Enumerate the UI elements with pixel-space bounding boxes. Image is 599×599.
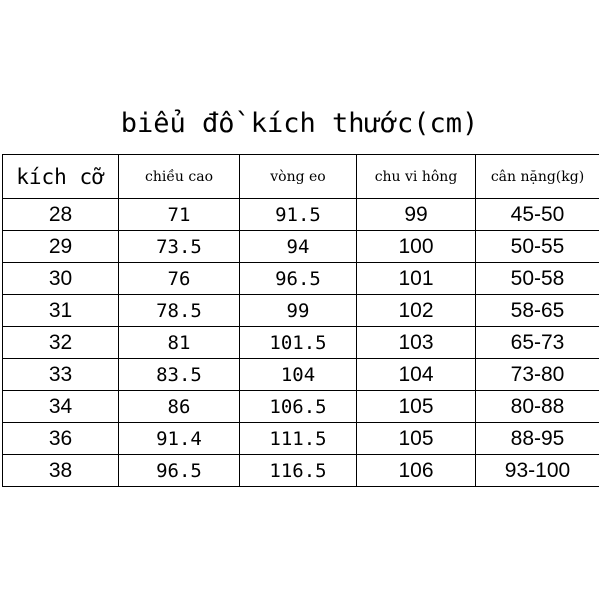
cell-hip: 101 — [357, 263, 476, 295]
cell-size: 33 — [3, 359, 119, 391]
cell-size: 31 — [3, 295, 119, 327]
cell-waist: 91.5 — [240, 199, 357, 231]
cell-size: 32 — [3, 327, 119, 359]
cell-waist: 106.5 — [240, 391, 357, 423]
cell-height: 91.4 — [119, 423, 240, 455]
cell-waist: 116.5 — [240, 455, 357, 487]
header-height: chiều cao — [119, 155, 240, 199]
table-row — [3, 263, 599, 295]
header-hip: chu vi hông — [357, 155, 476, 199]
cell-waist: 101.5 — [240, 327, 357, 359]
cell-hip: 100 — [357, 231, 476, 263]
cell-waist: 96.5 — [240, 263, 357, 295]
cell-hip: 104 — [357, 359, 476, 391]
cell-size: 34 — [3, 391, 119, 423]
cell-hip: 99 — [357, 199, 476, 231]
cell-weight: 58-65 — [476, 295, 599, 327]
table-row — [3, 295, 599, 327]
cell-size: 38 — [3, 455, 119, 487]
cell-weight: 80-88 — [476, 391, 599, 423]
header-waist: vòng eo — [240, 155, 357, 199]
cell-height: 71 — [119, 199, 240, 231]
header-weight: cân nặng(kg) — [476, 155, 599, 199]
cell-size: 29 — [3, 231, 119, 263]
header-row — [3, 155, 599, 199]
cell-waist: 111.5 — [240, 423, 357, 455]
cell-hip: 102 — [357, 295, 476, 327]
cell-waist: 104 — [240, 359, 357, 391]
cell-size: 30 — [3, 263, 119, 295]
cell-waist: 99 — [240, 295, 357, 327]
cell-hip: 103 — [357, 327, 476, 359]
cell-height: 86 — [119, 391, 240, 423]
cell-height: 73.5 — [119, 231, 240, 263]
header-size: kích cỡ — [3, 155, 119, 199]
table-row — [3, 423, 599, 455]
cell-size: 36 — [3, 423, 119, 455]
cell-weight: 45-50 — [476, 199, 599, 231]
cell-weight: 65-73 — [476, 327, 599, 359]
table-row — [3, 359, 599, 391]
cell-height: 83.5 — [119, 359, 240, 391]
cell-waist: 94 — [240, 231, 357, 263]
cell-height: 96.5 — [119, 455, 240, 487]
cell-weight: 93-100 — [476, 455, 599, 487]
cell-height: 76 — [119, 263, 240, 295]
table-row — [3, 199, 599, 231]
cell-size: 28 — [3, 199, 119, 231]
cell-hip: 105 — [357, 423, 476, 455]
chart-title: biểu đồ kích thước(cm) — [120, 108, 479, 139]
cell-hip: 106 — [357, 455, 476, 487]
table-row — [3, 231, 599, 263]
table-row — [3, 455, 599, 487]
table-row — [3, 327, 599, 359]
table-row — [3, 391, 599, 423]
cell-weight: 50-55 — [476, 231, 599, 263]
cell-hip: 105 — [357, 391, 476, 423]
cell-weight: 88-95 — [476, 423, 599, 455]
cell-weight: 50-58 — [476, 263, 599, 295]
cell-weight: 73-80 — [476, 359, 599, 391]
size-chart-table — [2, 154, 599, 487]
cell-height: 78.5 — [119, 295, 240, 327]
cell-height: 81 — [119, 327, 240, 359]
